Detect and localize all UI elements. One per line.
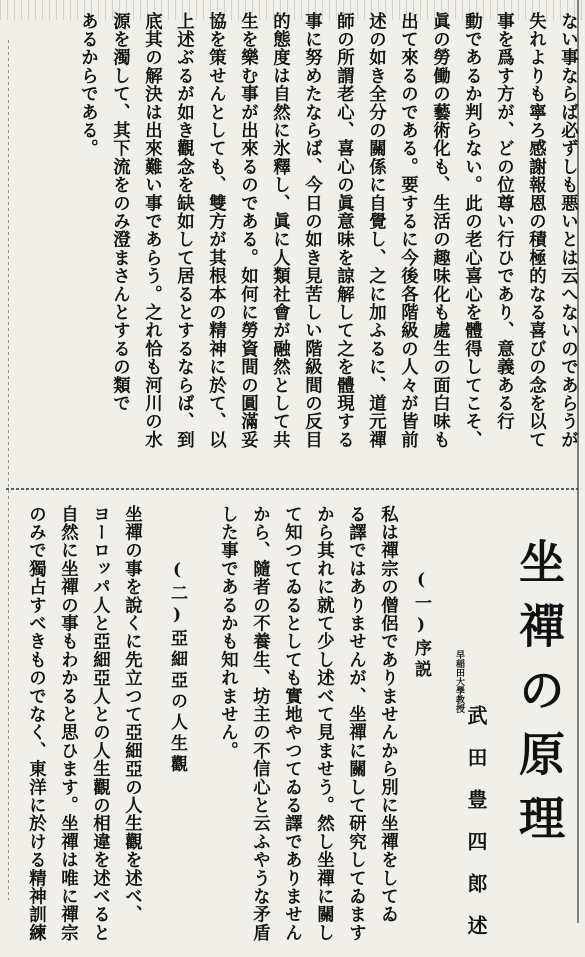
body-column: あるからである。 <box>77 12 98 158</box>
body-column: 生を樂む事が出來るのである。如何に勞資間の圓滿妥 <box>237 12 258 449</box>
body-column: 上述ぶるが如き觀念を缺如して居るとするならば、到 <box>173 12 194 449</box>
body-column: 源を濁して、其下流をのみ澄まさんとするの類で <box>109 12 130 413</box>
body-column: 事を爲す方が、どの位尊い行ひであり、意義ある行 <box>493 12 514 431</box>
body-column: 述の如き全分の關係に自覺し、之に加ふるに、道元禪 <box>365 12 386 449</box>
asia-column: 坐禪の事を說くに先立つて亞細亞の人生觀を述べ、 <box>121 505 142 924</box>
body-column: 底其の解決は出來難い事であらう。之れ恰も河川の水 <box>141 12 162 449</box>
preface-column: から其れに就て少し述べて見ませう。然し坐禪に關し <box>313 505 334 942</box>
preface-column: る譯ではありませんが、坐禪に關して研究してゐます <box>345 505 366 942</box>
asia-column: 自然に坐禪の事もわかると思ひます。坐禪は唯に禪宗 <box>57 505 78 942</box>
body-column: 事に努めたならば、今日の如き見苦しい階級間の反目 <box>301 12 322 449</box>
preface-column: て知つてゐるとしても實地やつてゐる譯でありません <box>281 505 302 942</box>
column-rule-left <box>8 40 9 900</box>
body-column: ない事ならば必ずしも悪いとは云へないのであらうが <box>557 12 578 449</box>
preface-column: 私は禪宗の僧侶でありませんから別に坐禪をしてゐ <box>377 505 398 924</box>
article-title: 坐禪の原理 <box>512 538 566 858</box>
body-column: 出て來るのである。要するに今後各階級の人々が皆前 <box>397 12 418 449</box>
section-divider <box>6 488 578 490</box>
asia-column: ヨーロッパ人と亞細亞人との人生觀の相違を述べると <box>89 505 110 942</box>
body-column: 動であるか判らない。此の老心喜心を體得してこそ、 <box>461 12 482 449</box>
body-column: 協を策せんとしても、雙方が其根本の精神に於て、以 <box>205 12 226 449</box>
body-column: 眞の勞働の藝術化も、生活の趣味化も處生の面白味も <box>429 12 450 449</box>
author-name: 武田豊四郎述 <box>464 705 488 957</box>
author-affiliation: 早稲田大學教授 <box>454 650 464 713</box>
column-rule-right <box>577 0 579 923</box>
asia-column: のみで獨占すべきものでなく、東洋に於ける精神訓練 <box>25 505 46 942</box>
section-heading-asia: (二)亞細亞の人生觀 <box>167 560 187 776</box>
section-heading-preface: (一)序説 <box>411 570 431 681</box>
body-column: 的態度は自然に氷釋し、眞に人類社會が融然として共 <box>269 12 290 449</box>
preface-column: した事であるかも知れません。 <box>217 505 238 760</box>
body-column: 師の所謂老心、喜心の眞意味を諒解して之を體現する <box>333 12 354 449</box>
body-column: 失れよりも寧ろ感謝報恩の積極的なる喜びの念を以て <box>525 12 546 449</box>
preface-column: から、隨者の不養生、坊主の不信心と云ふやうな矛盾 <box>249 505 270 942</box>
